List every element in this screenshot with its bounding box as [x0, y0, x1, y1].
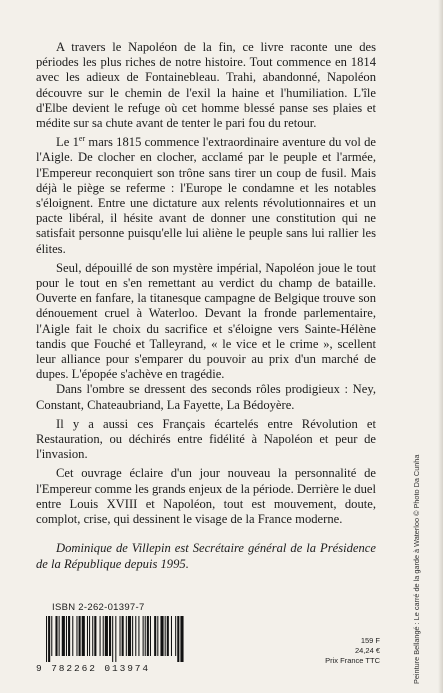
- barcode-bar: [55, 616, 57, 656]
- price-euros: 24,24 €: [354, 646, 380, 655]
- barcode-bar: [150, 616, 151, 656]
- paragraph-2: [36, 135, 376, 257]
- barcode-bar: [167, 616, 169, 656]
- barcode-bar: [89, 616, 90, 656]
- author-note: Dominique de Villepin est Secrétaire général de la Présidence de la République depuis 1995.: [36, 541, 376, 571]
- paragraph-3: Seul, dépouillé de son mystère impérial, Napoléon joue le tout pour le tout en s'en remettant au verdict du champ de bataille. Ouverte en fanfare, la titanesque campagne de Belgique trouve son dénouement cruel à Waterloo. Devant la fronde parlementaire, l'Aigle fait le choix du sacrifice et s'éloigne vers Sainte-Hélène tandis que Fouché et Talleyrand, « le vice et le crime », scellent leur alliance pour s'emparer du pouvoir au prix d'un marché de dupes. L'épopée s'achève en tragédie.: [36, 260, 376, 382]
- price-block: [318, 636, 380, 666]
- barcode-bars: [36, 616, 186, 662]
- paragraph-2-lead: Le 1: [56, 135, 79, 150]
- paragraph-2-rest: mars 1815 commence l'extraordinaire aventure du vol de l'Aigle. De clocher en clocher, acclamé par le peuple et l'armée, l'Empereur reconquiert son trône sans tirer un coup de fusil. Mais déjà le piège se referme : l'Europe le condamne et les notables s'éloignent. Entre une dictature aux relents révolutionnaires et un pacte libéral, il hésite avant de donner une constitution qui ne satisfait personne puisqu'elle lui aliène le peuple sans lui rallier les élites.: [36, 135, 377, 256]
- barcode-bar: [160, 616, 163, 656]
- barcode-bar: [100, 616, 101, 656]
- paragraph-2-sup: er: [78, 134, 86, 144]
- barcode-bar: [180, 616, 183, 662]
- barcode-bar: [143, 616, 144, 656]
- paragraph-1: A travers le Napoléon de la fin, ce livre raconte une des périodes les plus riches de notre histoire. Tout commence en 1814 avec les adieux de Fontainebleau. Trahi, abandonné, Napoléon découvre sur le chemin de l'exil la haine et l'humiliation. L'île d'Elbe devient le refuge où cet homme blessé panse ses plaies et médite sur sa chute avant de tenter le pari fou du retour.: [36, 40, 376, 131]
- barcode-bar: [175, 616, 176, 656]
- barcode-bar: [103, 616, 104, 656]
- barcode-bar: [171, 616, 172, 656]
- barcode-bar: [165, 616, 166, 656]
- barcode-bar: [157, 616, 158, 656]
- back-cover-text: [36, 40, 376, 576]
- barcode-bar: [122, 616, 124, 656]
- paragraph-6: Cet ouvrage éclaire d'un jour nouveau la personnalité de l'Empereur comme les grands enjeux de la période. Derrière le duel entre Louis XVIII et Napoléon, tout est mouvement, doute, complot, crise, qui dessinent le visage de la France moderne.: [36, 466, 376, 527]
- barcode-bar: [66, 616, 67, 656]
- price-note: Prix France TTC: [325, 656, 380, 665]
- barcode-bar: [87, 616, 88, 656]
- barcode-bar: [76, 616, 77, 656]
- barcode: [36, 616, 186, 674]
- barcode-bar: [92, 616, 93, 656]
- barcode-bar: [147, 616, 149, 656]
- barcode-bar: [115, 616, 116, 662]
- barcode-bar: [154, 616, 156, 656]
- barcode-bar: [126, 616, 127, 656]
- barcode-bar: [145, 616, 146, 656]
- barcode-bar: [120, 616, 121, 656]
- barcode-block: [36, 602, 186, 682]
- photo-credit: Peinture Bellangé : Le carré de la garde à Waterloo © Photo Da Cunha: [412, 454, 421, 684]
- paragraph-5: Il y a aussi ces Français écartelés entre Révolution et Restauration, ou déchirés entre fidélité à Napoléon et peur de l'invasion.: [36, 416, 376, 462]
- barcode-bar: [51, 616, 52, 656]
- barcode-bar: [135, 616, 136, 656]
- barcode-bar: [112, 616, 113, 662]
- barcode-bar: [82, 616, 85, 656]
- barcode-digits: 9 782262 013974: [36, 663, 151, 674]
- barcode-bar: [105, 616, 108, 656]
- barcode-bar: [177, 616, 179, 662]
- barcode-bar: [62, 616, 65, 656]
- barcode-bar: [79, 616, 81, 656]
- barcode-bar: [68, 616, 70, 656]
- barcode-bar: [94, 616, 96, 656]
- barcode-bar: [59, 616, 60, 656]
- paragraph-4: Dans l'ombre se dressent des seconds rôles prodigieux : Ney, Constant, Chateaubriand, La Fayette, La Bédoyère.: [36, 382, 376, 412]
- price-francs: 159 F: [360, 636, 380, 645]
- barcode-bar: [72, 616, 73, 656]
- barcode-bar: [48, 616, 50, 662]
- isbn-label: ISBN 2-262-01397-7: [52, 602, 145, 613]
- barcode-bar: [128, 616, 131, 656]
- barcode-bar: [132, 616, 133, 656]
- barcode-bar: [109, 616, 111, 656]
- barcode-bar: [138, 616, 139, 656]
- barcode-bar: [46, 616, 47, 662]
- page-edge: [438, 0, 443, 693]
